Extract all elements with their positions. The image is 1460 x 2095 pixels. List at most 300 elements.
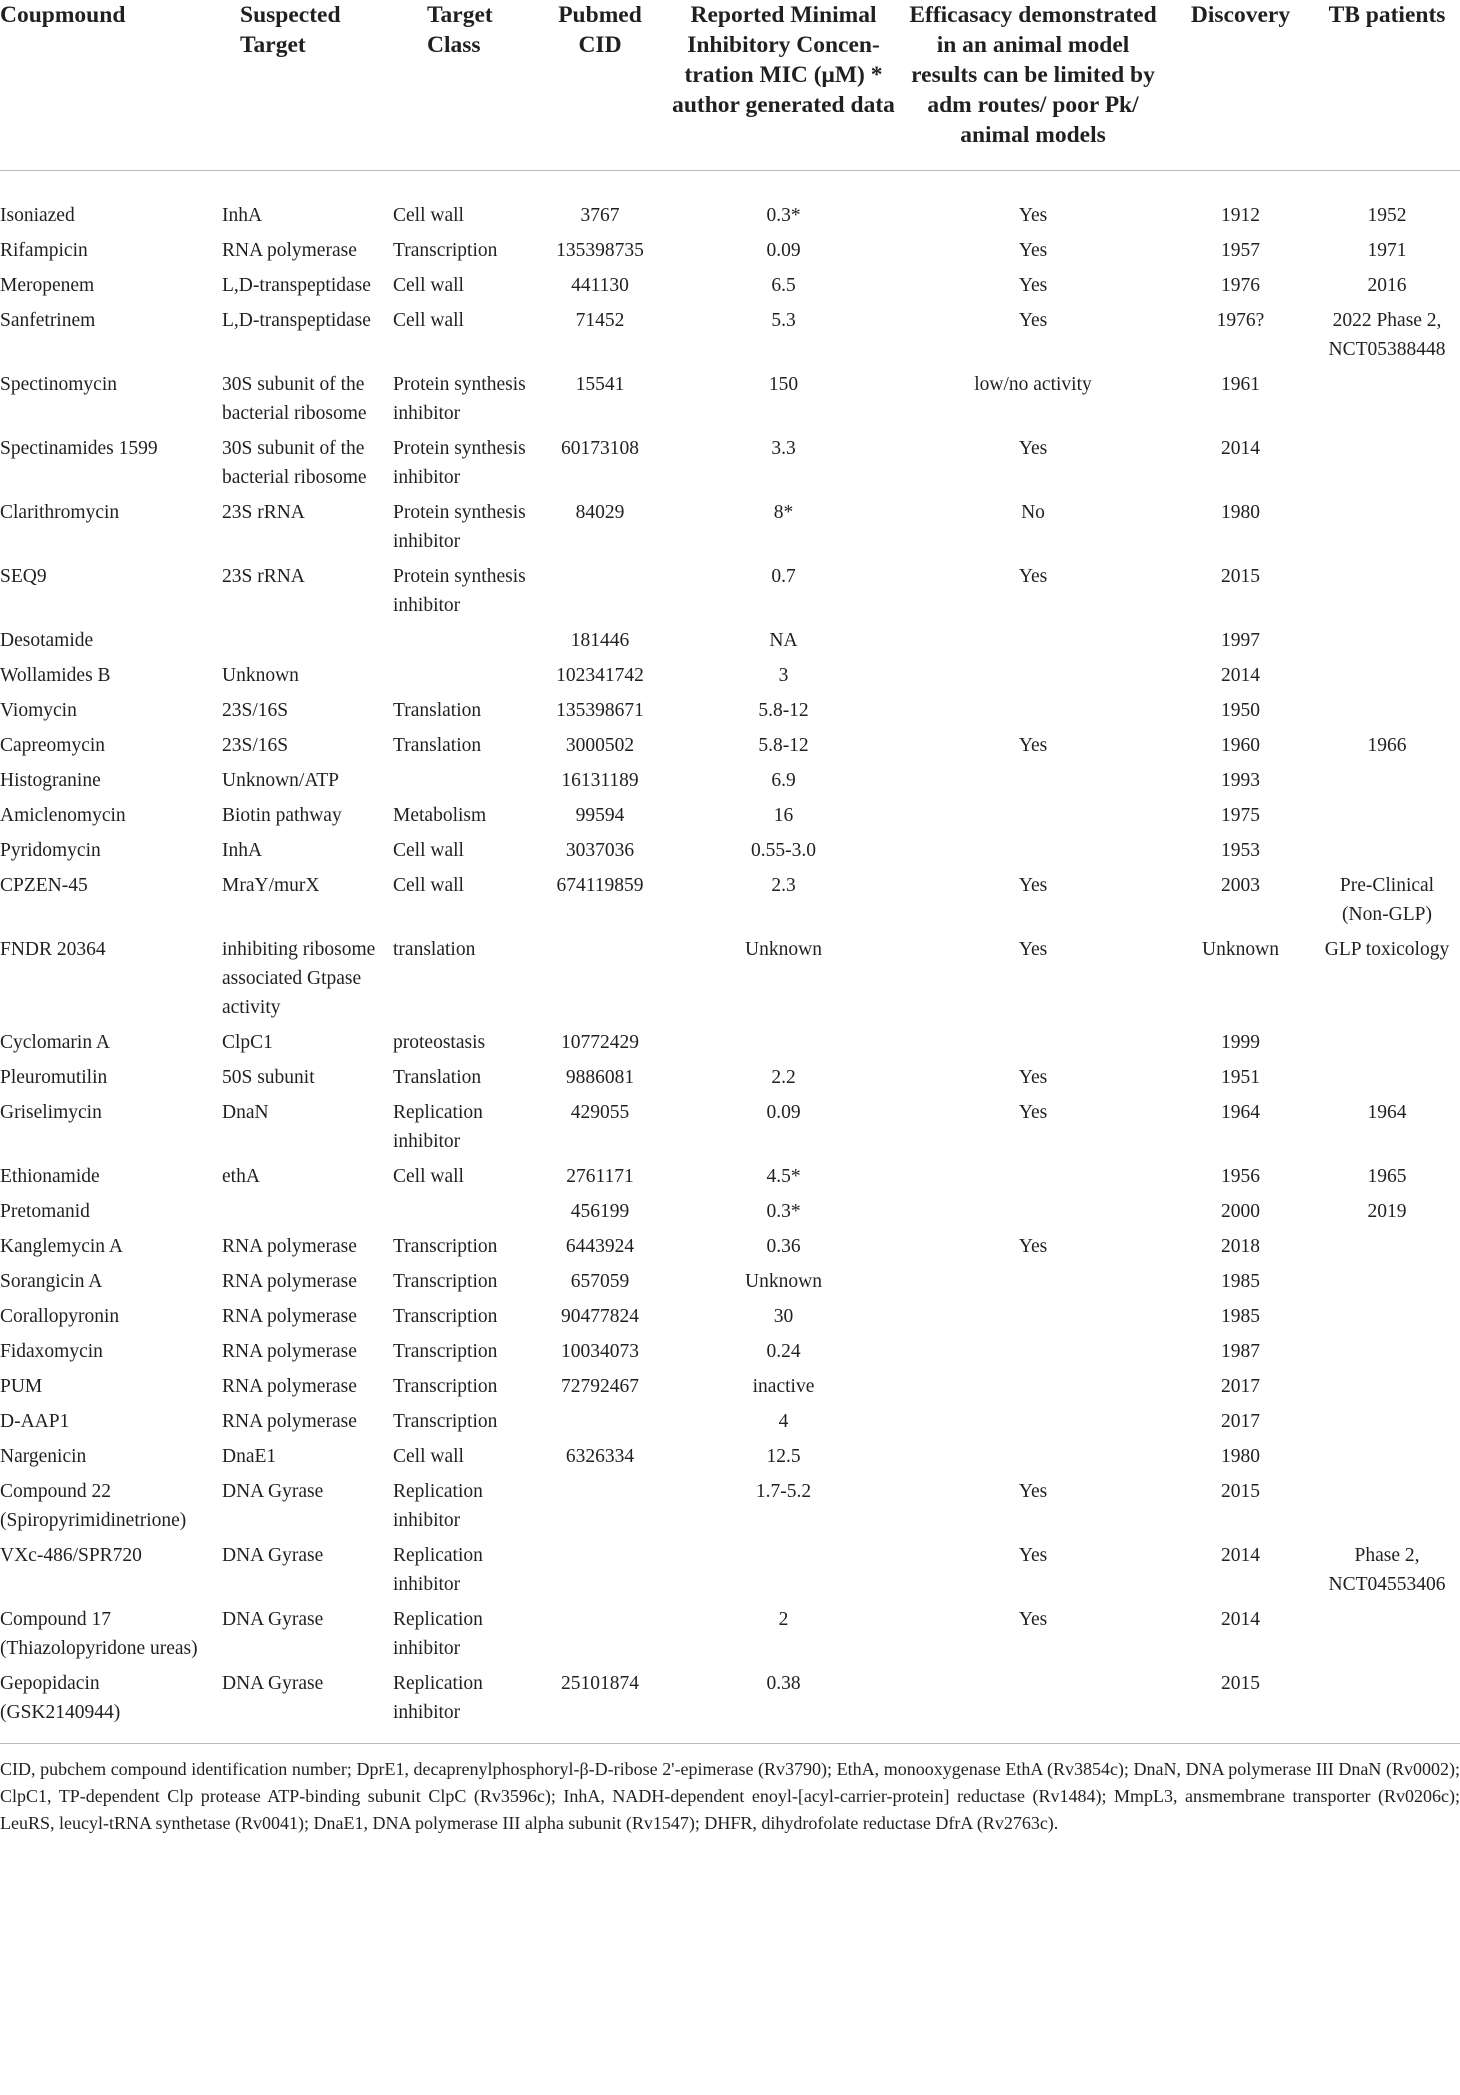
class-cell: Translation [393, 700, 482, 721]
tb-patients-cell [1314, 833, 1460, 868]
tb-patients-cell [1314, 431, 1460, 495]
efficacy-cell [899, 833, 1167, 868]
table-row [0, 833, 1460, 868]
cid-cell [532, 1538, 668, 1602]
efficacy-cell: Yes [1018, 875, 1048, 896]
header-pubmed-cid: Pubmed CID [532, 0, 668, 171]
tb-patients-cell [1314, 1229, 1460, 1264]
discovery-cell: 2014 [1221, 1609, 1260, 1630]
discovery-cell: 2014 [1221, 1545, 1260, 1566]
table-row [0, 268, 1460, 303]
mic-cell: 0.3* [766, 1201, 801, 1222]
efficacy-cell: Yes [1018, 310, 1048, 331]
compound-cell: VXc-486/SPR720 [0, 1545, 142, 1566]
mic-cell: Unknown [745, 1271, 822, 1292]
mic-cell: 1.7-5.2 [755, 1481, 812, 1502]
target-cell: MraY/murX [222, 875, 320, 896]
table-row [0, 1299, 1460, 1334]
table-row [0, 798, 1460, 833]
efficacy-cell [899, 1369, 1167, 1404]
tb-patients-cell: 2019 [1367, 1201, 1407, 1222]
discovery-cell: 1953 [1221, 840, 1260, 861]
compound-cell: Pyridomycin [0, 840, 101, 861]
discovery-cell: 1993 [1221, 770, 1260, 791]
header-discovery: Discovery [1167, 0, 1314, 171]
class-cell [391, 658, 532, 693]
target-cell: RNA polymerase [222, 1411, 357, 1432]
class-cell [391, 763, 532, 798]
cid-cell: 657059 [570, 1271, 630, 1292]
table-header [0, 0, 1460, 171]
tb-patients-cell [1314, 1060, 1460, 1095]
tb-patients-cell [1314, 658, 1460, 693]
mic-cell: 2.2 [771, 1067, 796, 1088]
class-cell: Cell wall [393, 1166, 464, 1187]
class-cell: Cell wall [393, 840, 464, 861]
compound-cell: Sorangicin A [0, 1271, 103, 1292]
cid-cell: 6443924 [565, 1236, 635, 1257]
discovery-cell: 1980 [1221, 502, 1260, 523]
class-cell: Replication inhibitor [393, 1481, 483, 1531]
efficacy-cell [899, 1439, 1167, 1474]
header-efficacy: Efficasacy demonstrated in an animal model results can be limited by adm routes/ poor Pk/ animal models [899, 0, 1167, 171]
table-row [0, 658, 1460, 693]
class-cell: Protein synthesis inhibitor [393, 566, 526, 616]
tb-patients-cell: 2016 [1367, 275, 1407, 296]
tb-patients-cell: 2022 Phase 2, NCT05388448 [1328, 310, 1446, 360]
class-cell: Transcription [393, 1306, 498, 1327]
mic-cell: 4.5* [766, 1166, 801, 1187]
mic-cell: NA [769, 630, 798, 651]
efficacy-cell [899, 1194, 1167, 1229]
discovery-cell: 2015 [1167, 1666, 1314, 1744]
efficacy-cell [899, 1159, 1167, 1194]
target-cell: DnaN [222, 1102, 269, 1123]
tb-patients-cell [1314, 559, 1460, 623]
class-cell: Transcription [393, 1411, 498, 1432]
table-row [0, 1666, 1460, 1744]
cid-cell: 6326334 [565, 1446, 635, 1467]
efficacy-cell [899, 763, 1167, 798]
mic-cell: inactive [752, 1376, 815, 1397]
discovery-cell: 2014 [1221, 438, 1260, 459]
table-row [0, 623, 1460, 658]
class-cell: Replication inhibitor [391, 1666, 532, 1744]
efficacy-cell [899, 693, 1167, 728]
table-row [0, 763, 1460, 798]
compound-cell: Ethionamide [0, 1166, 100, 1187]
class-cell: translation [393, 939, 476, 960]
table-row [0, 1404, 1460, 1439]
compound-cell: Spectinomycin [0, 374, 117, 395]
table-row [0, 1194, 1460, 1229]
table-row [0, 1334, 1460, 1369]
table-body [0, 171, 1460, 1744]
efficacy-cell [899, 798, 1167, 833]
compound-cell: Compound 22 (Spiropyrimidinetrione) [0, 1481, 187, 1531]
mic-cell: 0.55-3.0 [751, 840, 816, 861]
tb-patients-cell [1314, 1264, 1460, 1299]
tb-patients-cell [1314, 1025, 1460, 1060]
tb-patients-cell: 1966 [1367, 735, 1407, 756]
cid-cell: 3000502 [565, 735, 635, 756]
cid-cell: 3037036 [565, 840, 635, 861]
efficacy-cell: Yes [1018, 205, 1048, 226]
discovery-cell: 1960 [1221, 735, 1260, 756]
table-row [0, 1095, 1460, 1159]
discovery-cell: Unknown [1202, 939, 1279, 960]
mic-cell: 16 [773, 805, 794, 826]
cid-cell [532, 559, 668, 623]
tb-patients-cell [1314, 1369, 1460, 1404]
compound-cell: Corallopyronin [0, 1306, 120, 1327]
efficacy-cell: low/no activity [974, 374, 1092, 395]
mic-cell [668, 1538, 899, 1602]
cid-cell: 9886081 [565, 1067, 635, 1088]
table-row [0, 1474, 1460, 1538]
cid-cell: 102341742 [556, 665, 644, 686]
mic-cell: 3 [778, 665, 789, 686]
table-row [0, 559, 1460, 623]
class-cell: Transcription [393, 1376, 498, 1397]
compound-cell: Viomycin [0, 700, 77, 721]
target-cell: ethA [222, 1166, 260, 1187]
cid-cell: 90477824 [561, 1306, 639, 1327]
target-cell: DNA Gyrase [220, 1666, 391, 1744]
cid-cell: 429055 [570, 1102, 630, 1123]
compound-cell: D-AAP1 [0, 1411, 70, 1432]
cid-cell: 456199 [570, 1201, 630, 1222]
discovery-cell: 1956 [1221, 1166, 1260, 1187]
target-cell [220, 1194, 391, 1229]
class-cell: Transcription [393, 1271, 498, 1292]
table-row [0, 1439, 1460, 1474]
tb-patients-cell [1314, 1666, 1460, 1744]
cid-cell: 72792467 [561, 1376, 639, 1397]
tb-patients-cell [1314, 1602, 1460, 1666]
mic-cell: 4 [778, 1411, 789, 1432]
discovery-cell: 1999 [1221, 1032, 1260, 1053]
cid-cell: 674119859 [556, 875, 644, 896]
tb-patients-cell [1314, 798, 1460, 833]
efficacy-cell [899, 1666, 1167, 1744]
efficacy-cell: Yes [1018, 1609, 1048, 1630]
target-cell: L,D-transpeptidase [222, 275, 371, 296]
compound-cell: Clarithromycin [0, 502, 120, 523]
class-cell: Cell wall [393, 275, 464, 296]
class-cell: Transcription [393, 1236, 498, 1257]
header-compound: Coupmound [0, 0, 220, 171]
tb-patients-cell [1314, 1439, 1460, 1474]
compound-cell: Pretomanid [0, 1201, 90, 1222]
table-row [0, 1159, 1460, 1194]
table-row [0, 1538, 1460, 1602]
table-footnote: CID, pubchem compound identification number; DprE1, decaprenylphosphoryl-β-D-ribose 2'-epimerase (Rv3790); EthA, monooxygenase EthA (Rv3854c); DnaN, DNA polymerase III DnaN (Rv0002); ClpC1, TP-dependent Clp protease ATP-binding subunit ClpC (Rv3596c); InhA, NADH-dependent enoyl-[acyl-carrier-protein] reductase (Rv1484); MmpL3, ansmembrane transporter (Rv0206c); LeuRS, leucyl-tRNA synthetase (Rv0041); DnaE1, DNA polymerase III alpha subunit (Rv1547); DHFR, dihydrofolate reductase DfrA (Rv2763c). [0, 1759, 1460, 1833]
efficacy-cell: Yes [1018, 1102, 1048, 1123]
cid-cell: 10034073 [561, 1341, 639, 1362]
discovery-cell: 1951 [1221, 1067, 1260, 1088]
target-cell: RNA polymerase [222, 1306, 357, 1327]
compound-cell: Gepopidacin (GSK2140944) [0, 1666, 220, 1744]
compound-cell: CPZEN-45 [0, 875, 88, 896]
discovery-cell: 1975 [1221, 805, 1260, 826]
mic-cell: 5.3 [771, 310, 796, 331]
efficacy-cell: Yes [1018, 438, 1048, 459]
table-row [0, 868, 1460, 932]
class-cell: Cell wall [393, 205, 464, 226]
compound-cell: Amiclenomycin [0, 805, 126, 826]
table-row [0, 932, 1460, 1025]
target-cell: DNA Gyrase [222, 1609, 324, 1630]
header-mic: Reported Minimal Inhibitory Concen-tration MIC (μM) * author generated data [668, 0, 899, 171]
tb-patients-cell: 1965 [1367, 1166, 1407, 1187]
target-cell: 23S rRNA [222, 502, 305, 523]
mic-cell: 3.3 [771, 438, 796, 459]
mic-cell: 0.7 [771, 566, 796, 587]
compound-cell: Pleuromutilin [0, 1067, 108, 1088]
mic-cell: 30 [773, 1306, 794, 1327]
tb-patients-cell [1314, 1299, 1460, 1334]
mic-cell: 6.5 [771, 275, 796, 296]
target-cell: RNA polymerase [222, 1341, 357, 1362]
discovery-cell: 1997 [1221, 630, 1260, 651]
discovery-cell: 1961 [1221, 374, 1260, 395]
tb-patients-cell: 1971 [1367, 240, 1407, 261]
table-row [0, 495, 1460, 559]
tb-patients-cell [1314, 1474, 1460, 1538]
mic-cell [668, 1025, 899, 1060]
efficacy-cell: Yes [1018, 240, 1048, 261]
table-row [0, 1025, 1460, 1060]
cid-cell: 3767 [580, 205, 620, 226]
efficacy-cell: No [1021, 502, 1045, 523]
discovery-cell: 1985 [1221, 1271, 1260, 1292]
mic-cell: 0.09 [766, 240, 801, 261]
table-row [0, 1060, 1460, 1095]
class-cell: Protein synthesis inhibitor [393, 502, 526, 552]
header-suspected-target: Suspected Target [220, 0, 391, 171]
compound-cell: Kanglemycin A [0, 1236, 123, 1257]
efficacy-cell: Yes [1018, 1481, 1048, 1502]
class-cell: Protein synthesis inhibitor [393, 374, 526, 424]
compound-cell: Compound 17 (Thiazolopyridone ureas) [0, 1609, 198, 1659]
mic-cell: 0.09 [766, 1102, 801, 1123]
discovery-cell: 2018 [1221, 1236, 1260, 1257]
target-cell: 23S rRNA [222, 566, 305, 587]
efficacy-cell: Yes [1018, 1067, 1048, 1088]
header-tb-patients: TB patients [1314, 0, 1460, 171]
class-cell: proteostasis [393, 1032, 486, 1053]
class-cell: Translation [393, 735, 482, 756]
discovery-cell: 2017 [1221, 1411, 1260, 1432]
target-cell: inhibiting ribosome associated Gtpase activity [222, 939, 376, 1018]
efficacy-cell [899, 1404, 1167, 1439]
class-cell: Cell wall [393, 875, 464, 896]
cid-cell: 441130 [571, 275, 629, 296]
target-cell: L,D-transpeptidase [222, 310, 371, 331]
table-row [0, 1264, 1460, 1299]
tb-patients-cell [1314, 1334, 1460, 1369]
mic-cell: 0.24 [766, 1341, 801, 1362]
compound-cell: Desotamide [0, 630, 94, 651]
compound-cell: Capreomycin [0, 735, 106, 756]
target-cell: 23S/16S [222, 735, 289, 756]
target-cell: InhA [222, 840, 263, 861]
cid-cell: 84029 [575, 502, 625, 523]
tb-patients-cell: Phase 2, NCT04553406 [1328, 1545, 1446, 1595]
target-cell: 50S subunit [222, 1067, 315, 1088]
class-cell [391, 1194, 532, 1229]
target-cell: RNA polymerase [222, 1271, 357, 1292]
cid-cell: 135398671 [556, 700, 644, 721]
compound-cell: Griselimycin [0, 1102, 102, 1123]
target-cell: DNA Gyrase [222, 1545, 324, 1566]
tb-patients-cell: 1952 [1367, 205, 1407, 226]
discovery-cell: 1987 [1221, 1341, 1260, 1362]
efficacy-cell: Yes [1018, 566, 1048, 587]
class-cell: Replication inhibitor [393, 1609, 483, 1659]
class-cell: Translation [393, 1067, 482, 1088]
cid-cell [532, 1404, 668, 1439]
table-row [0, 1229, 1460, 1264]
compound-cell: FNDR 20364 [0, 939, 106, 960]
compound-cell: Meropenem [0, 275, 95, 296]
mic-cell: 5.8-12 [758, 700, 809, 721]
cid-cell [532, 1602, 668, 1666]
discovery-cell: 1980 [1221, 1446, 1260, 1467]
class-cell [391, 623, 532, 658]
mic-cell: 2.3 [771, 875, 796, 896]
mic-cell: 12.5 [766, 1446, 801, 1467]
cid-cell: 60173108 [561, 438, 639, 459]
tb-patients-cell: GLP toxicology [1324, 939, 1450, 960]
target-cell: ClpC1 [222, 1032, 273, 1053]
header-row [0, 0, 1460, 171]
class-cell: Transcription [393, 240, 498, 261]
discovery-cell: 2017 [1221, 1376, 1260, 1397]
class-cell: Replication inhibitor [393, 1102, 483, 1152]
efficacy-cell [899, 658, 1167, 693]
cid-cell [532, 1474, 668, 1538]
efficacy-cell [899, 1299, 1167, 1334]
compound-cell: Fidaxomycin [0, 1341, 103, 1362]
cid-cell: 71452 [575, 310, 625, 331]
discovery-cell: 2015 [1221, 566, 1260, 587]
tb-patients-cell [1314, 367, 1460, 431]
mic-cell: Unknown [745, 939, 822, 960]
efficacy-cell [899, 1264, 1167, 1299]
target-cell: Unknown/ATP [222, 770, 340, 791]
compound-cell: Sanfetrinem [0, 310, 96, 331]
cid-cell: 16131189 [561, 770, 639, 791]
discovery-cell: 1957 [1221, 240, 1260, 261]
target-cell: RNA polymerase [222, 1236, 357, 1257]
table-row [0, 303, 1460, 367]
compound-cell: SEQ9 [0, 566, 47, 587]
compound-cell: Nargenicin [0, 1446, 87, 1467]
target-cell: Biotin pathway [222, 805, 342, 826]
mic-cell: 0.38 [668, 1666, 899, 1744]
target-cell [220, 623, 391, 658]
table-row [0, 1369, 1460, 1404]
class-cell: Metabolism [393, 805, 487, 826]
compound-cell: PUM [0, 1376, 43, 1397]
mic-cell: 150 [768, 374, 799, 395]
cid-cell: 181446 [570, 630, 630, 651]
cid-cell [532, 932, 668, 1025]
efficacy-cell: Yes [1018, 939, 1048, 960]
discovery-cell: 2015 [1221, 1481, 1260, 1502]
discovery-cell: 2003 [1221, 875, 1260, 896]
cid-cell: 99594 [575, 805, 625, 826]
mic-cell: 8* [773, 502, 794, 523]
efficacy-cell [899, 1025, 1167, 1060]
compound-cell: Isoniazed [0, 205, 75, 226]
target-cell: DnaE1 [222, 1446, 277, 1467]
efficacy-cell [899, 623, 1167, 658]
tb-patients-cell: Pre-Clinical (Non-GLP) [1339, 875, 1435, 925]
mic-cell: 0.3* [766, 205, 801, 226]
discovery-cell: 1964 [1221, 1102, 1260, 1123]
cid-cell: 25101874 [532, 1666, 668, 1744]
class-cell: Transcription [393, 1341, 498, 1362]
discovery-cell: 1985 [1221, 1306, 1260, 1327]
target-cell: Unknown [222, 665, 299, 686]
target-cell: InhA [222, 205, 263, 226]
discovery-cell: 2000 [1221, 1201, 1260, 1222]
class-cell: Protein synthesis inhibitor [393, 438, 526, 488]
target-cell: 30S subunit of the bacterial ribosome [222, 438, 367, 488]
discovery-cell: 2014 [1221, 665, 1260, 686]
compound-cell: Wollamides B [0, 665, 111, 686]
compound-cell: Spectinamides 1599 [0, 438, 158, 459]
header-target-class: Target Class [391, 0, 532, 171]
discovery-cell: 1950 [1221, 700, 1260, 721]
cid-cell: 15541 [575, 374, 625, 395]
tb-patients-cell: 1964 [1367, 1102, 1407, 1123]
mic-cell: 5.8-12 [758, 735, 809, 756]
mic-cell: 0.36 [766, 1236, 801, 1257]
target-cell: RNA polymerase [222, 1376, 357, 1397]
mic-cell: 6.9 [771, 770, 796, 791]
efficacy-cell: Yes [1018, 735, 1048, 756]
tb-patients-cell [1314, 693, 1460, 728]
table-row [0, 1602, 1460, 1666]
target-cell: 23S/16S [222, 700, 289, 721]
target-cell: DNA Gyrase [222, 1481, 324, 1502]
class-cell: Cell wall [393, 310, 464, 331]
target-cell: RNA polymerase [222, 240, 357, 261]
cid-cell: 135398735 [556, 240, 644, 261]
table-row [0, 171, 1460, 234]
efficacy-cell: Yes [1018, 1236, 1048, 1257]
efficacy-cell: Yes [1018, 275, 1048, 296]
table-row [0, 367, 1460, 431]
efficacy-cell [899, 1334, 1167, 1369]
tb-patients-cell [1314, 623, 1460, 658]
tb-patients-cell [1314, 495, 1460, 559]
target-cell: 30S subunit of the bacterial ribosome [222, 374, 367, 424]
discovery-cell: 1976? [1216, 310, 1265, 331]
table-row [0, 431, 1460, 495]
discovery-cell: 1912 [1221, 205, 1260, 226]
table-row [0, 728, 1460, 763]
class-cell: Cell wall [393, 1446, 464, 1467]
cid-cell: 10772429 [561, 1032, 639, 1053]
tb-patients-cell [1314, 1404, 1460, 1439]
cid-cell: 2761171 [566, 1166, 634, 1187]
table-row [0, 693, 1460, 728]
